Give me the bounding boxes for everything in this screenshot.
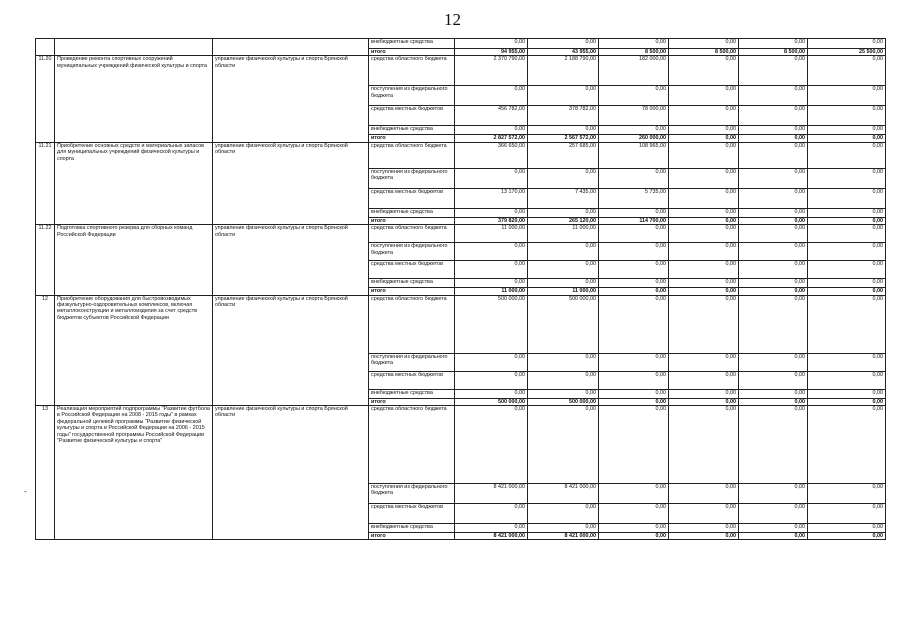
amount-cell: 0,00 [455, 208, 528, 217]
amount-cell: 13 170,00 [455, 188, 528, 208]
amount-cell: 0,00 [455, 371, 528, 389]
budget-table [35, 38, 886, 540]
amount-cell: 0,00 [669, 208, 739, 217]
funding-source-cell: поступления из федерального бюджета [369, 484, 455, 504]
amount-cell: 0,00 [669, 217, 739, 224]
amount-cell: 0,00 [669, 86, 739, 106]
amount-cell: 0,00 [808, 168, 886, 188]
amount-cell: 500 000,00 [528, 295, 599, 353]
amount-cell: 0,00 [739, 533, 808, 540]
amount-cell: 500 000,00 [528, 398, 599, 405]
amount-cell: 0,00 [808, 406, 886, 484]
amount-cell: 0,00 [528, 524, 599, 533]
amount-cell: 0,00 [739, 56, 808, 86]
amount-cell: 0,00 [739, 353, 808, 371]
amount-cell: 0,00 [739, 371, 808, 389]
funding-source-cell: внебюджетные средства [369, 389, 455, 398]
amount-cell: 0,00 [669, 188, 739, 208]
amount-cell: 0,00 [808, 39, 886, 49]
amount-cell: 378 782,00 [528, 106, 599, 126]
amount-cell: 2 567 572,00 [528, 135, 599, 142]
amount-cell: 0,00 [739, 295, 808, 353]
amount-cell: 0,00 [808, 188, 886, 208]
amount-cell: 500 000,00 [455, 295, 528, 353]
amount-cell: 0,00 [599, 243, 669, 261]
amount-cell: 0,00 [528, 243, 599, 261]
amount-cell: 0,00 [528, 126, 599, 135]
funding-source-cell: внебюджетные средства [369, 524, 455, 533]
amount-cell: 379 820,00 [455, 217, 528, 224]
amount-cell: 0,00 [808, 398, 886, 405]
item-code-cell: 11.22 [36, 225, 55, 295]
amount-cell: 0,00 [808, 279, 886, 288]
amount-cell: 0,00 [808, 261, 886, 279]
executor-cell: управление физической культуры и спорта Брянской области [213, 142, 369, 224]
amount-cell: 0,00 [739, 225, 808, 243]
amount-cell: 265 120,00 [528, 217, 599, 224]
amount-cell: 0,00 [455, 389, 528, 398]
amount-cell: 0,00 [455, 353, 528, 371]
funding-source-cell: внебюджетные средства [369, 208, 455, 217]
amount-cell: 0,00 [669, 168, 739, 188]
amount-cell: 0,00 [739, 484, 808, 504]
amount-cell: 0,00 [455, 86, 528, 106]
funding-source-cell: внебюджетные средства [369, 279, 455, 288]
amount-cell: 0,00 [739, 142, 808, 168]
funding-source-cell: средства местных бюджетов [369, 106, 455, 126]
amount-cell: 0,00 [599, 533, 669, 540]
amount-cell: 0,00 [808, 524, 886, 533]
amount-cell: 8 421 000,00 [455, 533, 528, 540]
amount-cell: 0,00 [599, 389, 669, 398]
item-code-cell: 11.21 [36, 142, 55, 224]
funding-source-cell: итого [369, 135, 455, 142]
funding-source-cell: поступления из федерального бюджета [369, 353, 455, 371]
amount-cell: 0,00 [599, 225, 669, 243]
amount-cell: 0,00 [739, 504, 808, 524]
measure-title-cell: Проведение ремонта спортивных сооружений муниципальных учреждений физической культуры и спорта [55, 56, 213, 142]
amount-cell: 0,00 [599, 371, 669, 389]
amount-cell: 0,00 [669, 389, 739, 398]
amount-cell: 8 500,00 [669, 49, 739, 56]
amount-cell: 257 685,00 [528, 142, 599, 168]
amount-cell: 0,00 [808, 353, 886, 371]
amount-cell: 0,00 [669, 106, 739, 126]
amount-cell: 0,00 [808, 371, 886, 389]
amount-cell: 0,00 [669, 142, 739, 168]
amount-cell: 0,00 [808, 288, 886, 295]
amount-cell: 0,00 [808, 389, 886, 398]
amount-cell: 11 000,00 [528, 225, 599, 243]
amount-cell: 0,00 [528, 168, 599, 188]
amount-cell: 2 370 790,00 [455, 56, 528, 86]
amount-cell: 0,00 [669, 398, 739, 405]
amount-cell: 366 650,00 [455, 142, 528, 168]
amount-cell: 0,00 [528, 353, 599, 371]
amount-cell: 0,00 [599, 484, 669, 504]
table-row [36, 295, 886, 353]
amount-cell: 0,00 [808, 142, 886, 168]
amount-cell: 260 000,00 [599, 135, 669, 142]
amount-cell: 0,00 [739, 188, 808, 208]
amount-cell: 0,00 [739, 217, 808, 224]
amount-cell: 0,00 [808, 208, 886, 217]
item-code-cell: 13 [36, 406, 55, 540]
table-row [36, 56, 886, 86]
amount-cell: 0,00 [739, 389, 808, 398]
item-code-cell [36, 39, 55, 56]
amount-cell: 5 735,00 [599, 188, 669, 208]
amount-cell: 0,00 [669, 353, 739, 371]
funding-source-cell: внебюджетные средства [369, 126, 455, 135]
funding-source-cell: итого [369, 398, 455, 405]
amount-cell: 11 000,00 [455, 225, 528, 243]
table-row [36, 225, 886, 243]
amount-cell: 0,00 [599, 406, 669, 484]
amount-cell: 0,00 [455, 243, 528, 261]
amount-cell: 78 000,00 [599, 106, 669, 126]
amount-cell: 0,00 [599, 353, 669, 371]
amount-cell: 0,00 [739, 106, 808, 126]
amount-cell: 8 421 000,00 [455, 484, 528, 504]
amount-cell: 0,00 [599, 524, 669, 533]
funding-source-cell: средства местных бюджетов [369, 261, 455, 279]
funding-source-cell: средства областного бюджета [369, 295, 455, 353]
amount-cell: 0,00 [739, 135, 808, 142]
executor-cell [213, 39, 369, 56]
amount-cell: 8 421 000,00 [528, 484, 599, 504]
amount-cell: 0,00 [669, 225, 739, 243]
amount-cell: 8 500,00 [599, 49, 669, 56]
funding-source-cell: итого [369, 217, 455, 224]
funding-source-cell: поступления из федерального бюджета [369, 168, 455, 188]
amount-cell: 0,00 [808, 295, 886, 353]
table-row [36, 142, 886, 168]
item-code-cell: 12 [36, 295, 55, 405]
amount-cell: 0,00 [455, 524, 528, 533]
amount-cell: 0,00 [739, 208, 808, 217]
amount-cell: 0,00 [739, 261, 808, 279]
amount-cell: 500 000,00 [455, 398, 528, 405]
executor-cell: управление физической культуры и спорта Брянской области [213, 295, 369, 405]
amount-cell: 0,00 [739, 288, 808, 295]
amount-cell: 0,00 [528, 371, 599, 389]
amount-cell: 0,00 [739, 39, 808, 49]
amount-cell: 0,00 [808, 504, 886, 524]
funding-source-cell: средства местных бюджетов [369, 504, 455, 524]
amount-cell: 0,00 [455, 279, 528, 288]
amount-cell: 11 000,00 [455, 288, 528, 295]
amount-cell: 0,00 [808, 56, 886, 86]
amount-cell: 2 827 572,00 [455, 135, 528, 142]
amount-cell: 0,00 [808, 106, 886, 126]
amount-cell: 11 000,00 [528, 288, 599, 295]
amount-cell: 7 435,00 [528, 188, 599, 208]
amount-cell: 0,00 [669, 261, 739, 279]
funding-source-cell: средства местных бюджетов [369, 188, 455, 208]
amount-cell: 0,00 [669, 135, 739, 142]
measure-title-cell: Подготовка спортивного резерва для сборных команд Российской Федерации [55, 225, 213, 295]
amount-cell: 0,00 [808, 484, 886, 504]
amount-cell: 8 500,00 [739, 49, 808, 56]
amount-cell: 8 421 000,00 [528, 533, 599, 540]
measure-title-cell: Приобретение оборудования для быстровозводимых физкультурно-оздоровительных комплексов, включая металлоконструкции и металлоизделия за счет средств бюджетов субъектов Российской Федерации [55, 295, 213, 405]
table-body [36, 39, 886, 540]
amount-cell: 0,00 [669, 56, 739, 86]
amount-cell: 0,00 [528, 279, 599, 288]
executor-cell: управление физической культуры и спорта Брянской области [213, 225, 369, 295]
amount-cell: 0,00 [599, 39, 669, 49]
amount-cell: 0,00 [669, 371, 739, 389]
amount-cell: 0,00 [669, 295, 739, 353]
amount-cell: 0,00 [669, 39, 739, 49]
measure-title-cell: Приобретение основных средств и материальных запасов для муниципальных учреждений физической культуры и спорта [55, 142, 213, 224]
funding-source-cell: поступления из федерального бюджета [369, 243, 455, 261]
page-number: 12 [444, 10, 461, 29]
amount-cell: 25 500,00 [808, 49, 886, 56]
amount-cell: 0,00 [808, 217, 886, 224]
amount-cell: 0,00 [739, 86, 808, 106]
funding-source-cell: средства областного бюджета [369, 142, 455, 168]
funding-source-cell: средства областного бюджета [369, 406, 455, 484]
funding-source-cell: итого [369, 288, 455, 295]
amount-cell: 0,00 [669, 533, 739, 540]
amount-cell: 0,00 [669, 126, 739, 135]
amount-cell: 0,00 [528, 389, 599, 398]
executor-cell: управление физической культуры и спорта Брянской области [213, 56, 369, 142]
amount-cell: 0,00 [739, 279, 808, 288]
amount-cell: 0,00 [669, 504, 739, 524]
amount-cell: 182 000,00 [599, 56, 669, 86]
measure-title-cell: Реализация мероприятий подпрограммы "Развитие футбола в Российской Федерации на 2008 - 2015 годы" в рамках федеральной целевой программы "Развитие физической культуры и спорта в Российской Федерации на 2006 - 2015 годы" государственной программы Российской Федерации "Развитие физической культуры и спорта" [55, 406, 213, 540]
amount-cell: 0,00 [455, 504, 528, 524]
amount-cell: 0,00 [808, 533, 886, 540]
amount-cell: 0,00 [599, 126, 669, 135]
amount-cell: 0,00 [599, 208, 669, 217]
amount-cell: 0,00 [739, 168, 808, 188]
amount-cell: 0,00 [455, 261, 528, 279]
amount-cell: 0,00 [455, 168, 528, 188]
amount-cell: 0,00 [669, 243, 739, 261]
item-code-cell: 11.20 [36, 56, 55, 142]
amount-cell: 0,00 [669, 288, 739, 295]
amount-cell: 0,00 [528, 406, 599, 484]
amount-cell: 0,00 [455, 39, 528, 49]
amount-cell: 0,00 [599, 261, 669, 279]
amount-cell: 0,00 [808, 135, 886, 142]
executor-cell: управление физической культуры и спорта Брянской области [213, 406, 369, 540]
amount-cell: 0,00 [599, 398, 669, 405]
amount-cell: 0,00 [599, 168, 669, 188]
table-row [36, 406, 886, 484]
amount-cell: 0,00 [599, 86, 669, 106]
funding-source-cell: средства областного бюджета [369, 225, 455, 243]
amount-cell: 0,00 [669, 279, 739, 288]
amount-cell: 0,00 [739, 524, 808, 533]
funding-source-cell: средства местных бюджетов [369, 371, 455, 389]
amount-cell: 0,00 [808, 86, 886, 106]
amount-cell: 0,00 [669, 524, 739, 533]
funding-source-cell: итого [369, 533, 455, 540]
amount-cell: 0,00 [455, 406, 528, 484]
amount-cell: 108 965,00 [599, 142, 669, 168]
amount-cell: 456 782,00 [455, 106, 528, 126]
amount-cell: 0,00 [808, 225, 886, 243]
amount-cell: 0,00 [528, 504, 599, 524]
measure-title-cell [55, 39, 213, 56]
amount-cell: 0,00 [739, 126, 808, 135]
amount-cell: 0,00 [599, 279, 669, 288]
amount-cell: 0,00 [528, 208, 599, 217]
stray-mark: - [24, 487, 27, 496]
funding-source-cell: итого [369, 49, 455, 56]
amount-cell: 0,00 [599, 295, 669, 353]
amount-cell: 0,00 [669, 484, 739, 504]
funding-source-cell: средства областного бюджета [369, 56, 455, 86]
amount-cell: 0,00 [808, 243, 886, 261]
amount-cell: 0,00 [455, 126, 528, 135]
amount-cell: 0,00 [739, 398, 808, 405]
amount-cell: 0,00 [669, 406, 739, 484]
amount-cell: 94 955,00 [455, 49, 528, 56]
amount-cell: 0,00 [528, 86, 599, 106]
amount-cell: 0,00 [739, 406, 808, 484]
funding-source-cell: внебюджетные средства [369, 39, 455, 49]
amount-cell: 0,00 [808, 126, 886, 135]
funding-source-cell: поступления из федерального бюджета [369, 86, 455, 106]
amount-cell: 0,00 [599, 504, 669, 524]
amount-cell: 43 955,00 [528, 49, 599, 56]
amount-cell: 2 188 790,00 [528, 56, 599, 86]
amount-cell: 114 700,00 [599, 217, 669, 224]
amount-cell: 0,00 [528, 261, 599, 279]
amount-cell: 0,00 [739, 243, 808, 261]
amount-cell: 0,00 [528, 39, 599, 49]
amount-cell: 0,00 [599, 288, 669, 295]
table-row [36, 39, 886, 49]
